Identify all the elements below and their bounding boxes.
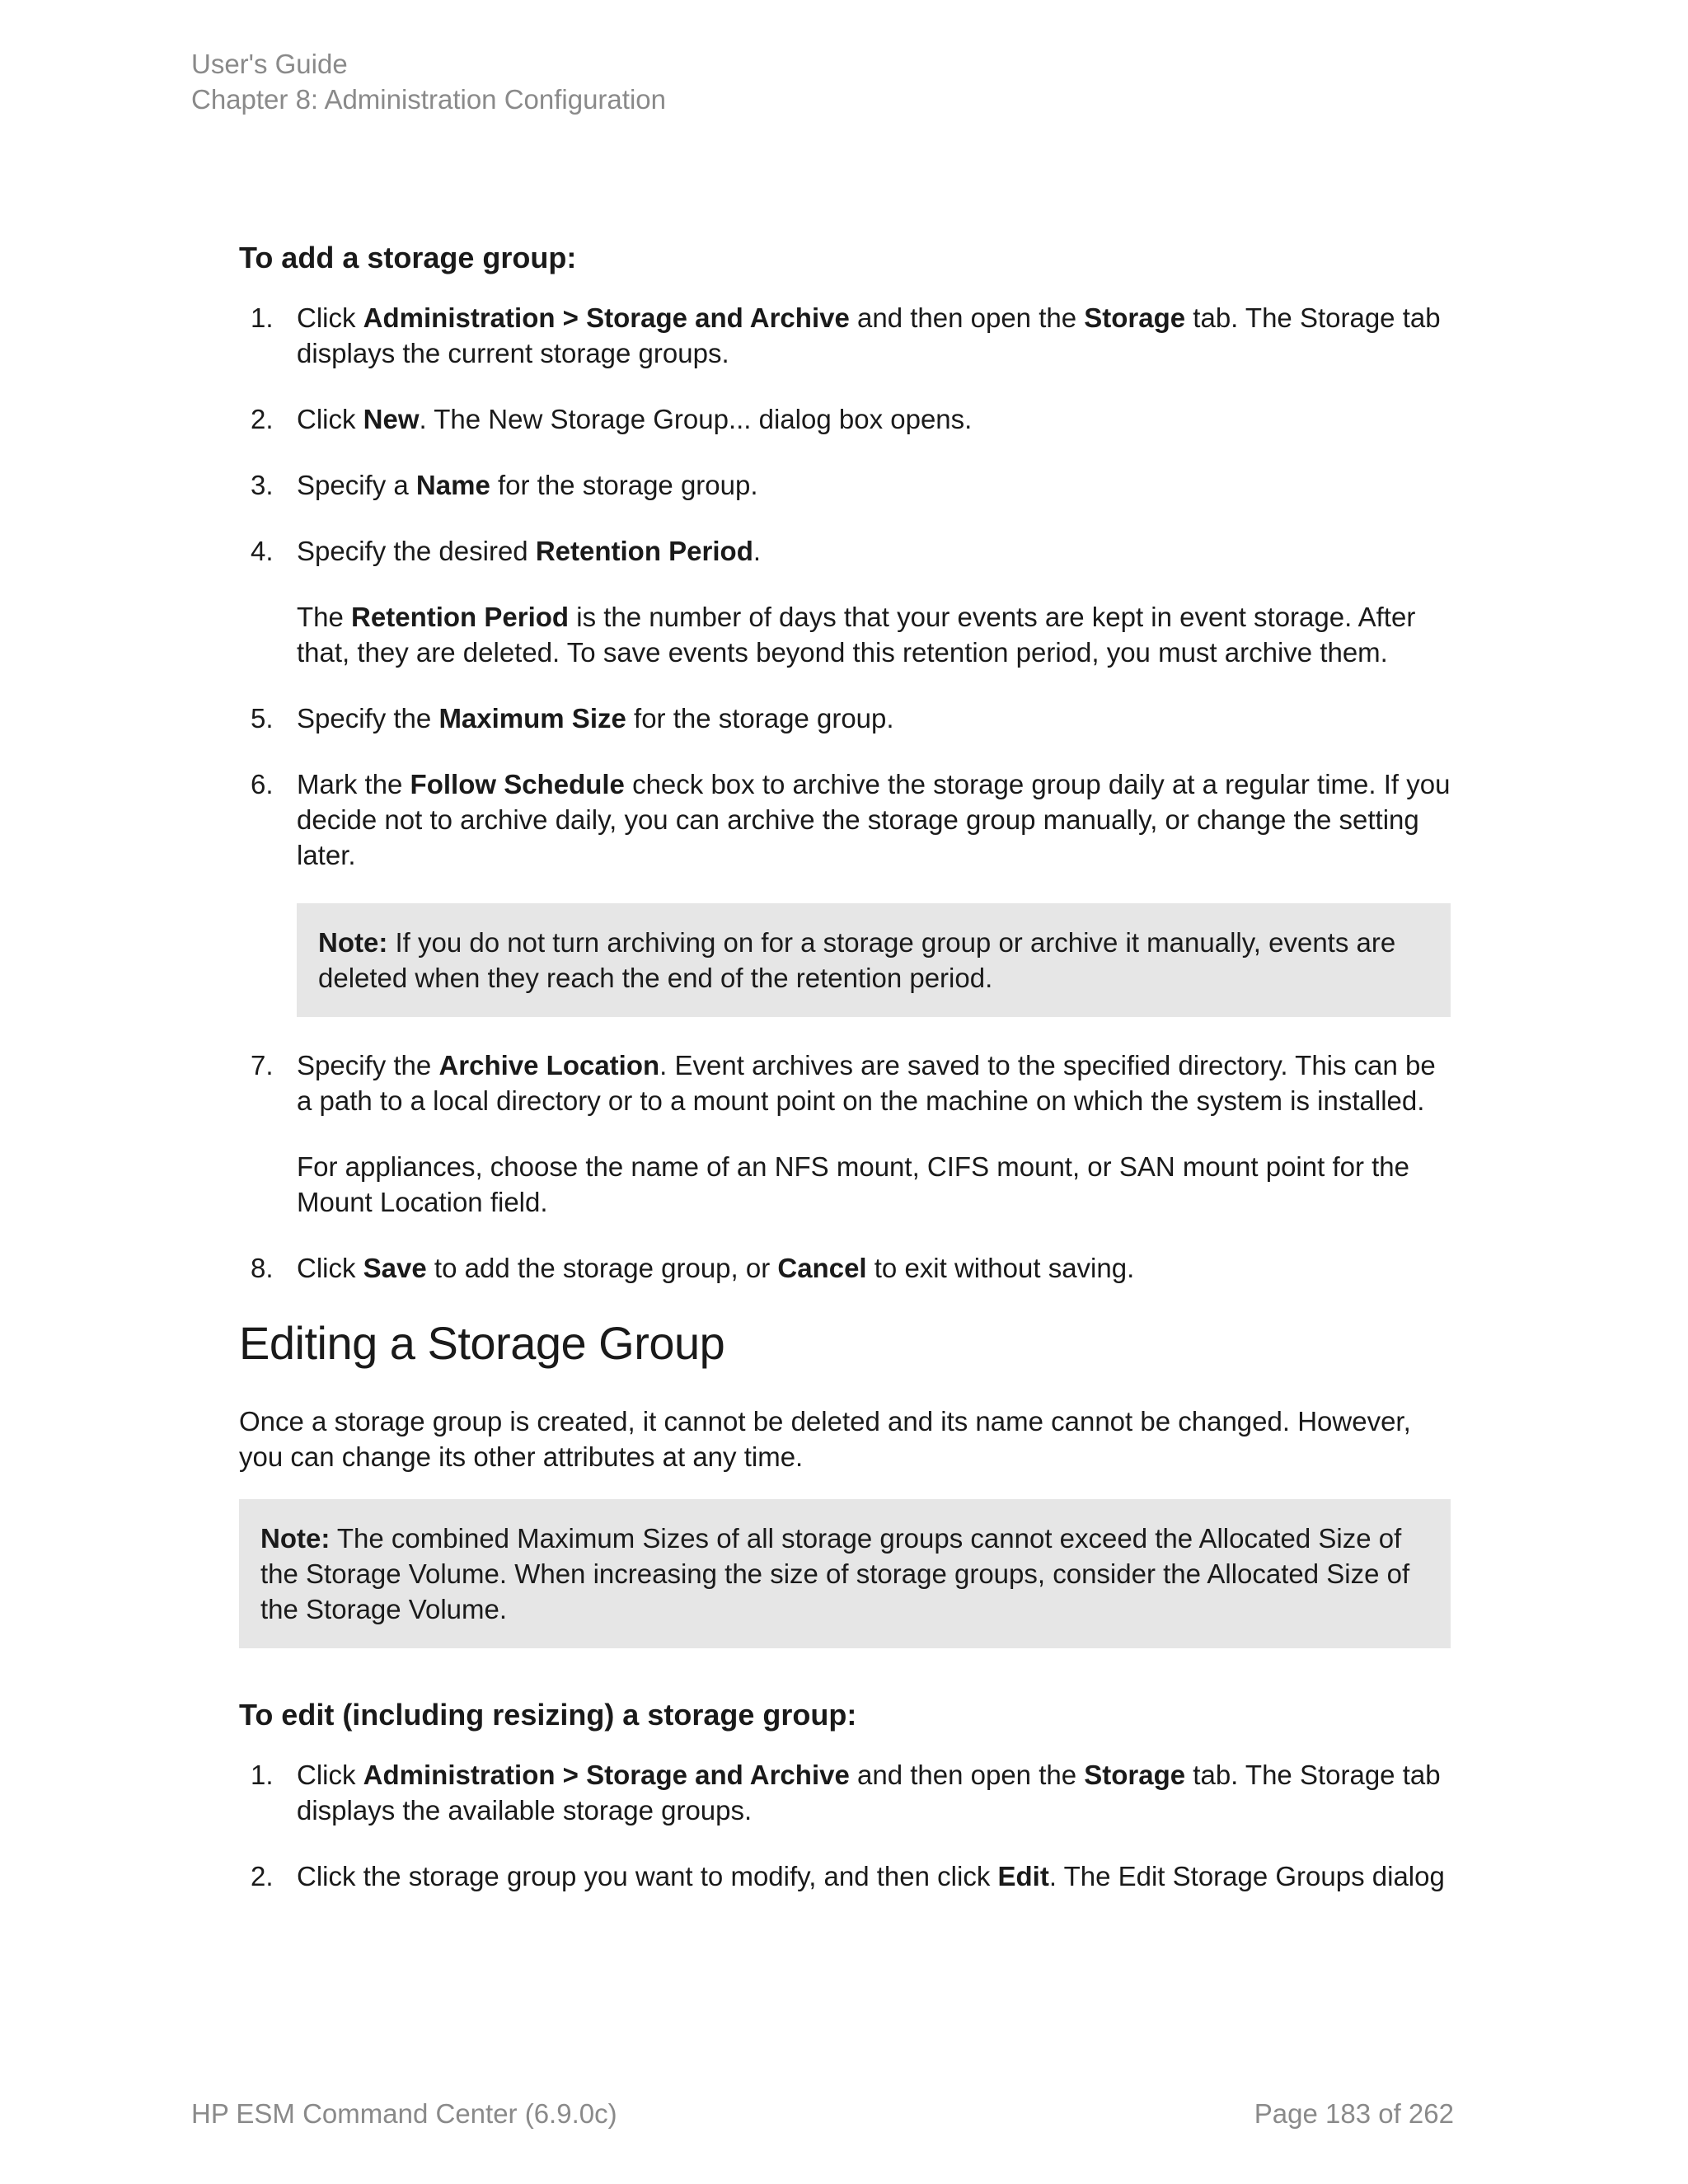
step-text-run: tab. The Storage tab displays the current storage groups.	[297, 302, 1441, 368]
bold-term: Retention Period	[351, 602, 570, 632]
step-text-run: for the storage group.	[626, 703, 894, 733]
step-text-run: Specify the	[297, 703, 439, 733]
running-header	[191, 46, 666, 117]
bold-term: Storage	[1084, 1760, 1186, 1790]
step-text-run: The	[297, 602, 352, 632]
step-text-run: . Event archives are saved to the specified directory. This can be a path to a local directory or to a mount point on the machine on which the system is installed.	[297, 1050, 1436, 1116]
step-text-run: Click	[297, 1760, 363, 1790]
bold-term: Save	[363, 1253, 427, 1283]
step-text-run: for the storage group.	[490, 470, 758, 500]
step-number: 7.	[251, 1050, 274, 1080]
step-number: 1.	[251, 1760, 274, 1790]
step-text-run: check box to archive the storage group daily at a regular time. If you decide not to archive daily, you can archive the storage group manually, or change the setting later.	[297, 769, 1451, 870]
list-item	[239, 766, 1451, 1017]
step-text-run: Specify a	[297, 470, 416, 500]
section-heading: Editing a Storage Group	[239, 1317, 725, 1369]
note-label: Note:	[318, 927, 388, 958]
note-text: If you do not turn archiving on for a storage group or archive it manually, events are deleted when they reach the end of the retention period.	[318, 927, 1396, 993]
list-item	[239, 1047, 1451, 1220]
list-item	[239, 533, 1451, 670]
step-number: 2.	[251, 1861, 274, 1891]
add-procedure-heading: To add a storage group:	[239, 241, 577, 274]
step-text-run: Specify the	[297, 1050, 439, 1080]
step-text	[297, 1858, 1451, 1894]
step-text	[297, 701, 1451, 736]
step-text	[297, 401, 1451, 437]
note-box	[239, 1499, 1451, 1648]
step-number: 4.	[251, 536, 274, 566]
list-item	[239, 1250, 1451, 1286]
bold-term: Edit	[997, 1861, 1049, 1891]
step-text	[297, 1757, 1451, 1828]
step-text	[297, 533, 1451, 569]
step-text-run: .	[753, 536, 762, 566]
footer-product: HP ESM Command Center (6.9.0c)	[191, 2098, 617, 2129]
bold-term: Administration > Storage and Archive	[363, 302, 850, 333]
list-item	[239, 300, 1451, 371]
guide-title: User's Guide	[191, 49, 348, 79]
add-steps-list	[239, 300, 1451, 1286]
step-text-run: Specify the desired	[297, 536, 536, 566]
step-text-run: Click	[297, 1253, 363, 1283]
step-subtext	[297, 599, 1451, 670]
section-intro: Once a storage group is created, it cannot be deleted and its name cannot be changed. However, you can change its other attributes at any time.	[239, 1406, 1411, 1472]
step-number: 2.	[251, 404, 274, 434]
edit-steps-list	[239, 1757, 1451, 1894]
step-text-run: to exit without saving.	[866, 1253, 1135, 1283]
list-item	[239, 1858, 1451, 1894]
step-text-run: Click	[297, 302, 363, 333]
step-text	[297, 1047, 1451, 1118]
step-text-run: Mark the	[297, 769, 410, 799]
step-text	[297, 1250, 1451, 1286]
step-text-run: and then open the	[849, 1760, 1085, 1790]
step-text-run: . The Edit Storage Groups dialog	[1048, 1861, 1445, 1891]
step-subtext: For appliances, choose the name of an NFS mount, CIFS mount, or SAN mount point for the Mount Location field.	[297, 1151, 1410, 1217]
step-number: 3.	[251, 470, 274, 500]
step-number: 5.	[251, 703, 274, 733]
page-content	[239, 239, 1451, 1924]
step-text	[297, 766, 1451, 873]
bold-term: Administration > Storage and Archive	[363, 1760, 850, 1790]
step-text-run: Click the storage group you want to modify, and then click	[297, 1861, 998, 1891]
bold-term: Storage	[1084, 302, 1186, 333]
note-text: The combined Maximum Sizes of all storage groups cannot exceed the Allocated Size of the Storage Volume. When increasing the size of storage groups, consider the Allocated Size of the Storage Volume.	[260, 1523, 1410, 1624]
step-text-run: to add the storage group, or	[426, 1253, 778, 1283]
bold-term: Name	[415, 470, 490, 500]
list-item	[239, 1757, 1451, 1828]
note-label: Note:	[260, 1523, 331, 1554]
list-item	[239, 701, 1451, 736]
step-text-run: tab. The Storage tab displays the available storage groups.	[297, 1760, 1441, 1825]
note-box	[297, 903, 1451, 1017]
list-item	[239, 401, 1451, 437]
footer-page-number: Page 183 of 262	[1254, 2098, 1454, 2129]
edit-procedure-heading: To edit (including resizing) a storage group:	[239, 1698, 857, 1732]
step-text-run: Click	[297, 404, 363, 434]
bold-term: Follow Schedule	[410, 769, 625, 799]
chapter-title: Chapter 8: Administration Configuration	[191, 84, 666, 115]
step-number: 6.	[251, 769, 274, 799]
bold-term: Cancel	[777, 1253, 867, 1283]
step-text-run: . The New Storage Group... dialog box opens.	[419, 404, 973, 434]
list-item	[239, 467, 1451, 503]
bold-term: New	[363, 404, 420, 434]
step-text	[297, 300, 1451, 371]
bold-term: Archive Location	[438, 1050, 660, 1080]
bold-term: Maximum Size	[438, 703, 626, 733]
bold-term: Retention Period	[535, 536, 753, 566]
step-text-run: and then open the	[849, 302, 1085, 333]
step-number: 1.	[251, 302, 274, 333]
step-text	[297, 467, 1451, 503]
step-number: 8.	[251, 1253, 274, 1283]
step-text-run: is the number of days that your events are kept in event storage. After that, they are deleted. To save events beyond this retention period, you must archive them.	[297, 602, 1416, 668]
